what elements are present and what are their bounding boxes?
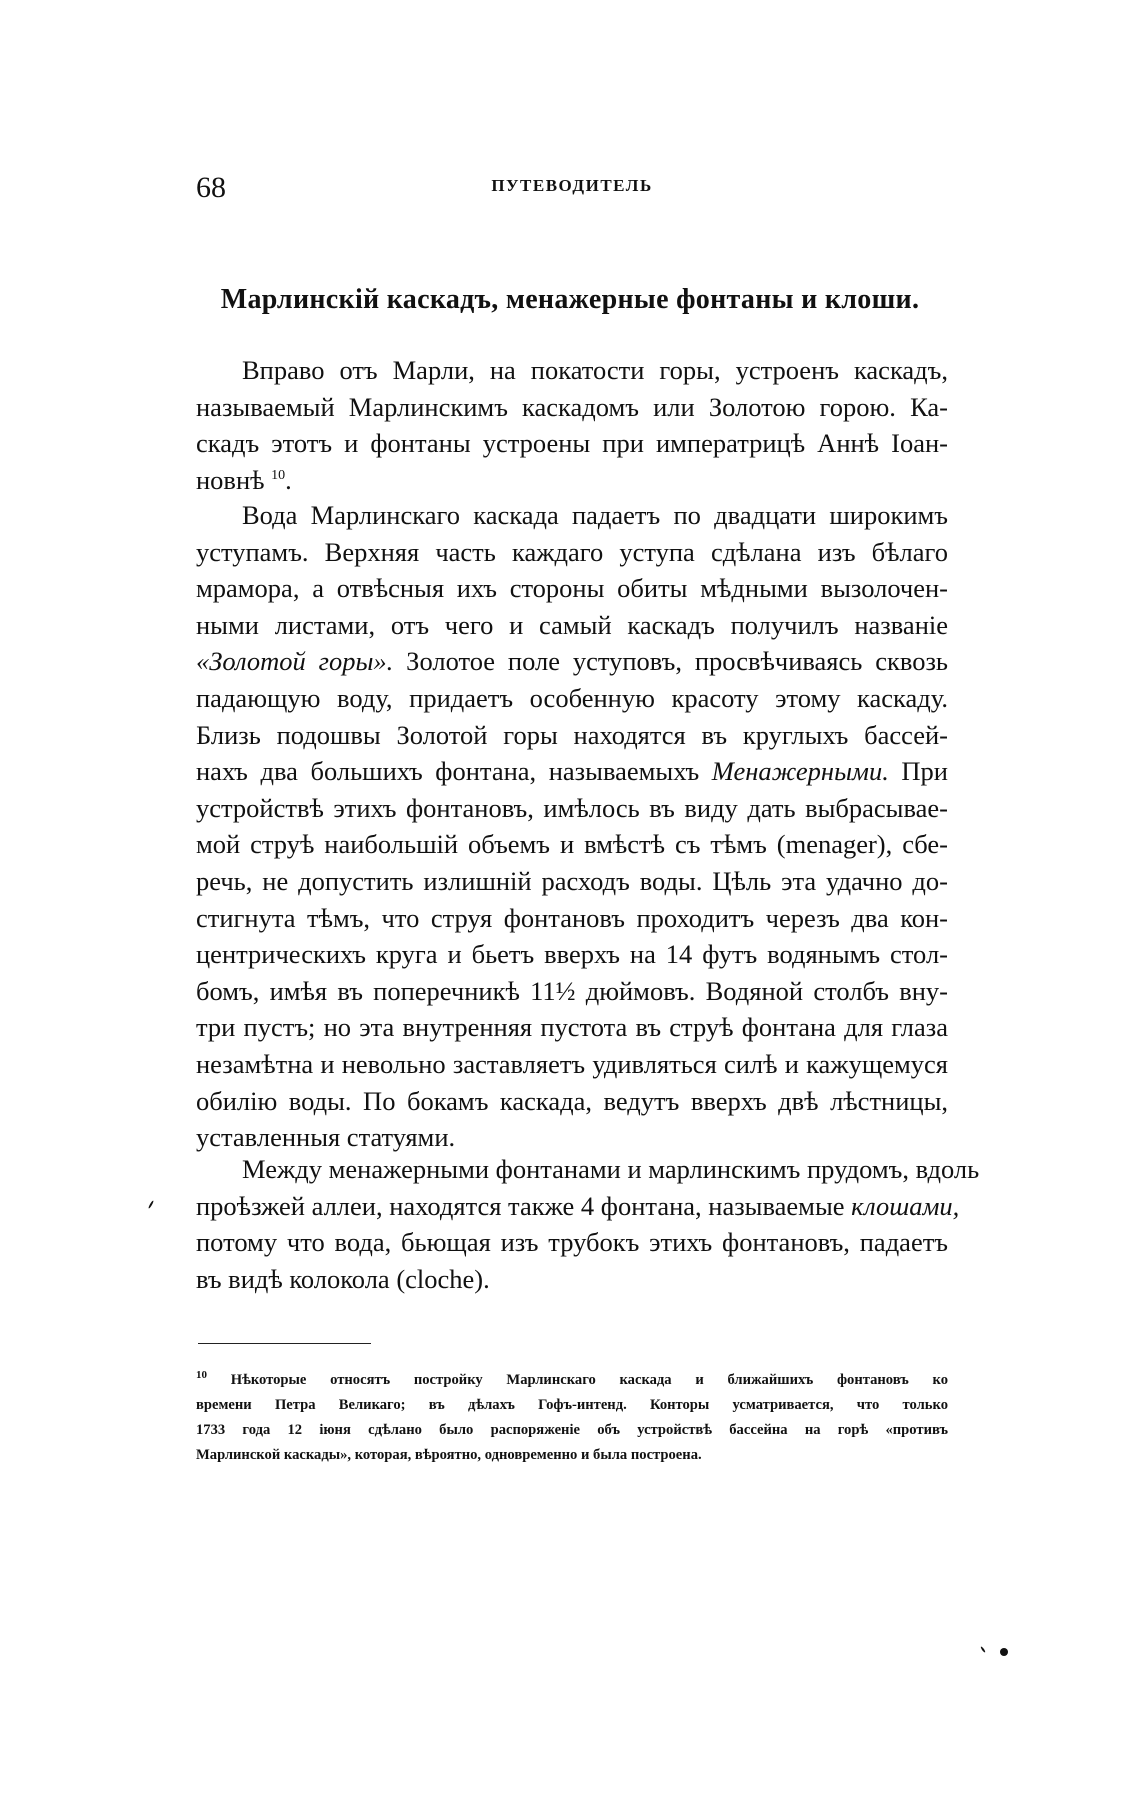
paragraph-2 [196,497,948,1156]
text-line [196,643,948,680]
italic-phrase: «Золотой горы». [196,646,394,677]
ink-speck [980,1646,986,1653]
text-fragment: . [285,464,292,495]
footnote-reference: 10 [271,467,286,483]
text-line: три пустъ; но эта внутренняя пустота въ струѣ фонтана для глаза [196,1012,948,1043]
text-line: скадъ этотъ и фонтаны устроены при императрицѣ Аннѣ Іоан- [196,428,948,459]
footnote-line: Марлинской каскады», которая, вѣроятно, одновременно и была построена. [196,1447,702,1463]
text-fragment: проѣзжей аллеи, находятся также 4 фонтана, называемые [196,1190,852,1221]
text-line: бомъ, имѣя въ поперечникѣ 11½ дюймовъ. Водяной столбъ вну- [196,975,948,1006]
paragraph-1 [196,352,948,498]
footnote-line: 1733 года 12 іюня сдѣлано было распоряженіе объ устройствѣ бассейна на горѣ «противъ [196,1422,948,1438]
text-line: въ видѣ колокола (cloche). [196,1263,490,1294]
text-fragment: Нѣкоторые относятъ постройку Марлинскаго каскада и ближайшихъ фонтановъ ко [207,1372,948,1388]
ink-speck [148,1200,154,1209]
text-line: обилію воды. По бокамъ каскада, ведутъ вверхъ двѣ лѣстницы, [196,1085,948,1116]
text-line [196,753,948,790]
footnote-divider [198,1343,371,1344]
text-fragment: Золотое поле уступовъ, просвѣчиваясь сквозь [393,646,948,677]
text-line: уступамъ. Верхняя часть каждаго уступа сдѣлана изъ бѣлаго [196,536,948,567]
text-fragment: нахъ два большихъ фонтана, называемыхъ [196,756,712,787]
text-line [196,1188,960,1225]
text-line: ными листами, отъ чего и самый каскадъ получилъ названіе [196,609,948,640]
text-line: падающую воду, придаетъ особенную красоту этому каскаду. [196,682,948,713]
text-line: устройствѣ этихъ фонтановъ, имѣлось въ виду дать выбрасывае- [196,792,948,823]
italic-phrase: клошами, [851,1190,960,1221]
text-line: Между менажерными фонтанами и марлинскимъ прудомъ, вдоль [242,1154,980,1184]
text-line: центрическихъ круга и бьетъ вверхъ на 14 футъ водянымъ стол- [196,939,948,970]
footnote [196,1368,948,1468]
text-line: Вода Марлинскаго каскада падаетъ по двадцати широкимъ [242,500,948,530]
text-line: называемый Марлинскимъ каскадомъ или Золотою горою. Ка- [196,391,948,422]
text-line [196,462,948,499]
text-line: мой струѣ наибольшій объемъ и вмѣстѣ съ тѣмъ (menager), сбе- [196,829,948,860]
text-line: стигнута тѣмъ, что струя фонтановъ проходитъ черезъ два кон- [196,902,948,933]
text-fragment: новнѣ [196,464,265,495]
section-title: Марлинскій каскадъ, менажерные фонтаны и клоши. [220,284,920,315]
page-number: 68 [196,171,226,204]
text-line: Близь подошвы Золотой горы находятся въ круглыхъ бассей- [196,719,948,750]
text-fragment: При [888,756,948,787]
text-line: Вправо отъ Марли, на покатости горы, устроенъ каскадъ, [242,355,948,385]
italic-phrase: Менажерными. [711,756,889,787]
text-line: потому что вода, бьющая изъ трубокъ этихъ фонтановъ, падаетъ [196,1227,948,1258]
text-line: незамѣтна и невольно заставляетъ удивляться силѣ и кажущемуся [196,1048,948,1079]
text-line: мрамора, а отвѣсныя ихъ стороны обиты мѣдными вызолочен- [196,573,948,604]
running-title: ПУТЕВОДИТЕЛЬ [491,176,653,195]
text-line: уставленныя статуями. [196,1122,456,1153]
text-line: речь, не допустить излишній расходъ воды. Цѣль эта удачно до- [196,865,948,896]
footnote-line: времени Петра Великаго; въ дѣлахъ Гофъ-интенд. Конторы усматривается, что только [196,1397,948,1413]
page-header [196,170,948,210]
paragraph-3 [196,1151,980,1297]
footnote-marker: 10 [196,1369,207,1382]
footnote-line [196,1368,948,1393]
ink-speck [1000,1648,1008,1656]
